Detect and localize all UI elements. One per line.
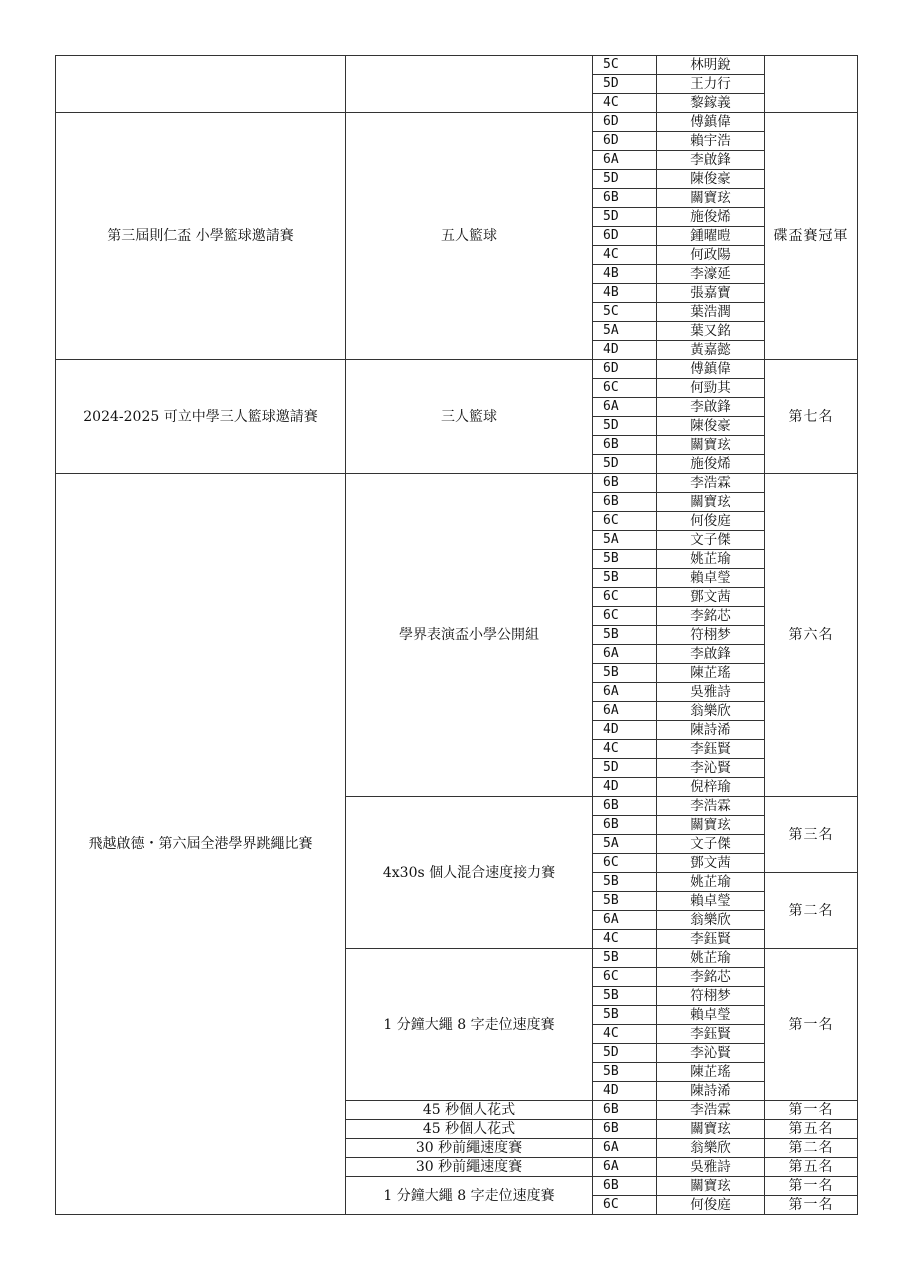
class-cell: 5A — [593, 835, 657, 854]
class-cell: 6A — [593, 398, 657, 417]
class-cell: 4D — [593, 1082, 657, 1101]
event-cell: 45 秒個人花式 — [346, 1120, 593, 1139]
student-name-cell: 關寶玹 — [657, 1120, 765, 1139]
student-name-cell: 陳俊豪 — [657, 417, 765, 436]
class-cell: 5D — [593, 417, 657, 436]
student-name-cell: 施俊烯 — [657, 208, 765, 227]
student-name-cell: 翁樂欣 — [657, 1139, 765, 1158]
student-name-cell: 傅鎮偉 — [657, 113, 765, 132]
student-name-cell: 賴卓瑩 — [657, 569, 765, 588]
event-cell: 三人籃球 — [346, 360, 593, 474]
student-name-cell: 李沁賢 — [657, 1044, 765, 1063]
class-cell: 5B — [593, 873, 657, 892]
class-cell: 5B — [593, 626, 657, 645]
class-cell: 6D — [593, 360, 657, 379]
student-name-cell: 李啟鋒 — [657, 398, 765, 417]
student-name-cell: 關寶玹 — [657, 189, 765, 208]
class-cell: 4B — [593, 284, 657, 303]
event-cell: 30 秒前繩速度賽 — [346, 1139, 593, 1158]
student-name-cell: 符栩梦 — [657, 987, 765, 1006]
class-cell: 5B — [593, 1006, 657, 1025]
class-cell: 4B — [593, 265, 657, 284]
class-cell: 4C — [593, 740, 657, 759]
student-name-cell: 陳芷瑤 — [657, 1063, 765, 1082]
student-name-cell: 林明銳 — [657, 56, 765, 75]
student-name-cell: 吳雅詩 — [657, 683, 765, 702]
event-cell: 1 分鐘大繩 8 字走位速度賽 — [346, 1177, 593, 1215]
class-cell: 6C — [593, 1196, 657, 1215]
student-name-cell: 陳俊豪 — [657, 170, 765, 189]
table-row — [56, 474, 858, 493]
class-cell: 6B — [593, 1120, 657, 1139]
class-cell: 6A — [593, 683, 657, 702]
class-cell: 6A — [593, 1158, 657, 1177]
student-name-cell: 李鈺賢 — [657, 930, 765, 949]
student-name-cell: 葉浩潤 — [657, 303, 765, 322]
class-cell: 6B — [593, 436, 657, 455]
class-cell: 6C — [593, 512, 657, 531]
student-name-cell: 葉又銘 — [657, 322, 765, 341]
class-cell: 6B — [593, 1177, 657, 1196]
event-cell: 五人籃球 — [346, 113, 593, 360]
award-cell: 第二名 — [765, 873, 858, 949]
class-cell: 6C — [593, 588, 657, 607]
class-cell: 4C — [593, 246, 657, 265]
competition-cell — [56, 56, 346, 113]
awards-table — [55, 55, 858, 1215]
class-cell: 6C — [593, 607, 657, 626]
class-cell: 6D — [593, 132, 657, 151]
class-cell: 6B — [593, 474, 657, 493]
student-name-cell: 陳芷瑤 — [657, 664, 765, 683]
class-cell: 6A — [593, 702, 657, 721]
student-name-cell: 姚芷瑜 — [657, 873, 765, 892]
student-name-cell: 姚芷瑜 — [657, 949, 765, 968]
class-cell: 5C — [593, 56, 657, 75]
student-name-cell: 鍾曜暟 — [657, 227, 765, 246]
class-cell: 4D — [593, 778, 657, 797]
class-cell: 5D — [593, 208, 657, 227]
event-cell: 學界表演盃小學公開組 — [346, 474, 593, 797]
student-name-cell: 符栩梦 — [657, 626, 765, 645]
student-name-cell: 何政陽 — [657, 246, 765, 265]
award-cell: 第一名 — [765, 1101, 858, 1120]
student-name-cell: 李沁賢 — [657, 759, 765, 778]
student-name-cell: 李啟鋒 — [657, 645, 765, 664]
student-name-cell: 何俊庭 — [657, 512, 765, 531]
class-cell: 6A — [593, 645, 657, 664]
student-name-cell: 李啟鋒 — [657, 151, 765, 170]
class-cell: 5D — [593, 759, 657, 778]
class-cell: 4D — [593, 341, 657, 360]
student-name-cell: 賴卓瑩 — [657, 892, 765, 911]
student-name-cell: 施俊烯 — [657, 455, 765, 474]
class-cell: 6B — [593, 1101, 657, 1120]
award-cell: 第一名 — [765, 1196, 858, 1215]
student-name-cell: 翁樂欣 — [657, 911, 765, 930]
award-cell: 第六名 — [765, 474, 858, 797]
class-cell: 6B — [593, 493, 657, 512]
award-cell: 第一名 — [765, 1177, 858, 1196]
award-cell — [765, 56, 858, 113]
student-name-cell: 關寶玹 — [657, 436, 765, 455]
student-name-cell: 文子傑 — [657, 835, 765, 854]
class-cell: 5B — [593, 664, 657, 683]
class-cell: 5D — [593, 455, 657, 474]
class-cell: 5B — [593, 569, 657, 588]
table-row — [56, 56, 858, 75]
student-name-cell: 李浩霖 — [657, 474, 765, 493]
class-cell: 4D — [593, 721, 657, 740]
class-cell: 5C — [593, 303, 657, 322]
class-cell: 6D — [593, 227, 657, 246]
student-name-cell: 翁樂欣 — [657, 702, 765, 721]
student-name-cell: 鄧文茜 — [657, 588, 765, 607]
event-cell — [346, 56, 593, 113]
student-name-cell: 關寶玹 — [657, 493, 765, 512]
student-name-cell: 李鈺賢 — [657, 740, 765, 759]
class-cell: 5B — [593, 550, 657, 569]
awards-table-body — [56, 56, 858, 1215]
award-cell: 第一名 — [765, 949, 858, 1101]
class-cell: 5D — [593, 75, 657, 94]
student-name-cell: 李鈺賢 — [657, 1025, 765, 1044]
student-name-cell: 王力行 — [657, 75, 765, 94]
class-cell: 5A — [593, 531, 657, 550]
student-name-cell: 鄧文茜 — [657, 854, 765, 873]
student-name-cell: 傅鎮偉 — [657, 360, 765, 379]
competition-cell: 飛越啟德・第六屆全港學界跳繩比賽 — [56, 474, 346, 1215]
class-cell: 6C — [593, 854, 657, 873]
table-row — [56, 360, 858, 379]
event-cell: 30 秒前繩速度賽 — [346, 1158, 593, 1177]
student-name-cell: 關寶玹 — [657, 1177, 765, 1196]
student-name-cell: 李浩霖 — [657, 1101, 765, 1120]
class-cell: 5D — [593, 170, 657, 189]
award-cell: 第二名 — [765, 1139, 858, 1158]
student-name-cell: 吳雅詩 — [657, 1158, 765, 1177]
competition-cell: 第三屆則仁盃 小學籃球邀請賽 — [56, 113, 346, 360]
class-cell: 5B — [593, 949, 657, 968]
student-name-cell: 李濠延 — [657, 265, 765, 284]
class-cell: 6A — [593, 911, 657, 930]
class-cell: 4C — [593, 94, 657, 113]
class-cell: 5D — [593, 1044, 657, 1063]
class-cell: 6A — [593, 1139, 657, 1158]
class-cell: 4C — [593, 930, 657, 949]
class-cell: 6C — [593, 968, 657, 987]
competition-cell: 2024-2025 可立中學三人籃球邀請賽 — [56, 360, 346, 474]
class-cell: 4C — [593, 1025, 657, 1044]
student-name-cell: 何俊庭 — [657, 1196, 765, 1215]
class-cell: 5B — [593, 1063, 657, 1082]
student-name-cell: 姚芷瑜 — [657, 550, 765, 569]
event-cell: 4x30s 個人混合速度接力賽 — [346, 797, 593, 949]
event-cell: 45 秒個人花式 — [346, 1101, 593, 1120]
student-name-cell: 陳詩浠 — [657, 1082, 765, 1101]
award-cell: 第三名 — [765, 797, 858, 873]
student-name-cell: 黃嘉懿 — [657, 341, 765, 360]
student-name-cell: 李銘芯 — [657, 968, 765, 987]
student-name-cell: 李浩霖 — [657, 797, 765, 816]
student-name-cell: 李銘芯 — [657, 607, 765, 626]
award-cell: 第五名 — [765, 1158, 858, 1177]
class-cell: 5B — [593, 987, 657, 1006]
student-name-cell: 黎鎵義 — [657, 94, 765, 113]
student-name-cell: 文子傑 — [657, 531, 765, 550]
student-name-cell: 賴卓瑩 — [657, 1006, 765, 1025]
event-cell: 1 分鐘大繩 8 字走位速度賽 — [346, 949, 593, 1101]
class-cell: 6B — [593, 797, 657, 816]
class-cell: 5B — [593, 892, 657, 911]
student-name-cell: 張嘉寶 — [657, 284, 765, 303]
student-name-cell: 何勁其 — [657, 379, 765, 398]
award-cell: 碟盃賽冠軍 — [765, 113, 858, 360]
award-cell: 第五名 — [765, 1120, 858, 1139]
class-cell: 6A — [593, 151, 657, 170]
student-name-cell: 倪梓瑜 — [657, 778, 765, 797]
class-cell: 6B — [593, 189, 657, 208]
class-cell: 5A — [593, 322, 657, 341]
class-cell: 6D — [593, 113, 657, 132]
student-name-cell: 賴宇浩 — [657, 132, 765, 151]
student-name-cell: 關寶玹 — [657, 816, 765, 835]
class-cell: 6B — [593, 816, 657, 835]
class-cell: 6C — [593, 379, 657, 398]
student-name-cell: 陳詩浠 — [657, 721, 765, 740]
table-row — [56, 113, 858, 132]
award-cell: 第七名 — [765, 360, 858, 474]
